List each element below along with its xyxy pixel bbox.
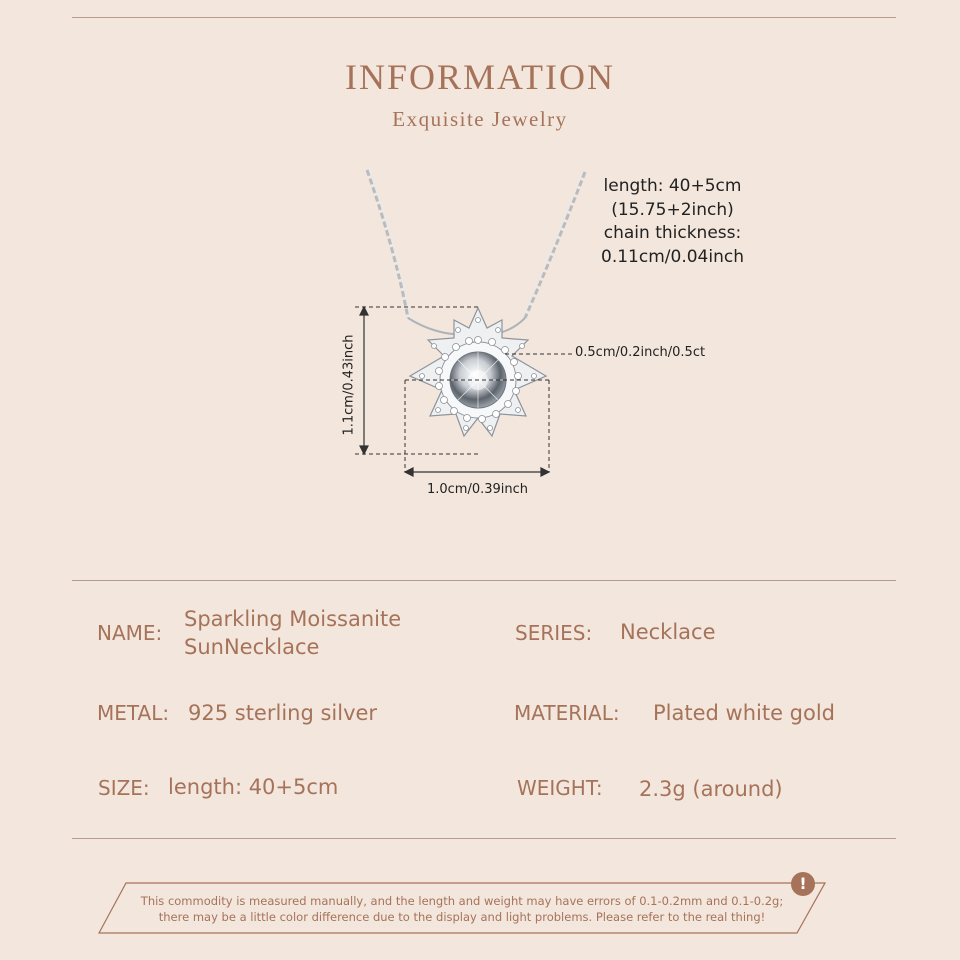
size-value: length: 40+5cm bbox=[168, 775, 339, 799]
sun-pendant bbox=[410, 308, 546, 436]
stone-size-label: 0.5cm/0.2inch/0.5ct bbox=[575, 345, 706, 360]
material-label: MATERIAL: bbox=[514, 701, 620, 725]
chain-spec-block bbox=[560, 175, 785, 269]
top-divider bbox=[72, 17, 896, 18]
details-bottom-divider bbox=[72, 838, 896, 839]
chain-links bbox=[370, 170, 582, 318]
page-title: INFORMATION bbox=[344, 57, 615, 97]
chain-length-text: length: 40+5cm bbox=[603, 176, 742, 196]
series-label: SERIES: bbox=[515, 621, 593, 645]
pendant-width-label: 1.0cm/0.39inch bbox=[426, 482, 529, 497]
page-subtitle: Exquisite Jewelry bbox=[392, 107, 568, 131]
material-value: Plated white gold bbox=[653, 701, 836, 725]
pendant-height-label: 1.1cm/0.43inch bbox=[341, 334, 357, 436]
series-value: Necklace bbox=[620, 620, 716, 644]
size-label: SIZE: bbox=[98, 776, 150, 800]
metal-label: METAL: bbox=[97, 701, 170, 725]
weight-label: WEIGHT: bbox=[517, 776, 603, 800]
chain bbox=[367, 170, 585, 318]
chain-thickness-label: chain thickness: bbox=[603, 223, 742, 243]
name-label: NAME: bbox=[97, 621, 163, 645]
details-top-divider bbox=[72, 580, 896, 581]
chain-thickness-value: 0.11cm/0.04inch bbox=[601, 246, 744, 267]
disclaimer-text: This commodity is measured manually, and the length and weight may have errors of 0.1-0.2mm and 0.1-0.2g; there may be a little color difference due to the display and light problems. Please refer to the real thing! bbox=[140, 894, 784, 924]
exclamation-icon: ! bbox=[791, 872, 815, 896]
weight-value: 2.3g (around) bbox=[639, 777, 783, 801]
name-value: Sparkling Moissanite SunNecklace bbox=[184, 607, 402, 659]
metal-value: 925 sterling silver bbox=[188, 701, 378, 725]
chain-length-inch-text: (15.75+2inch) bbox=[611, 199, 734, 220]
